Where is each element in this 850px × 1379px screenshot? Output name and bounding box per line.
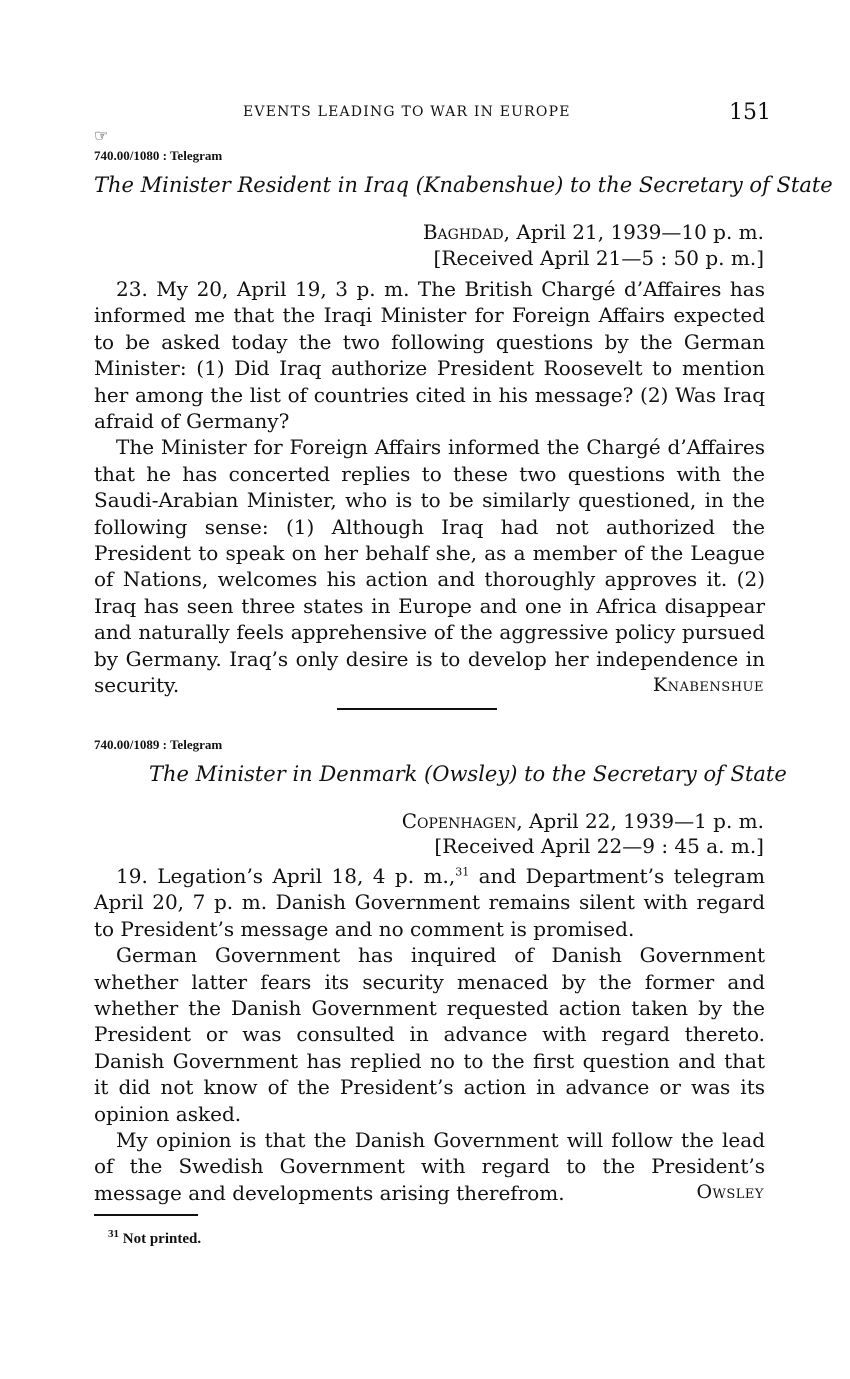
doc2-place: Copenhagen — [401, 809, 517, 833]
doc1-body — [94, 276, 765, 699]
pointing-hand-icon: ☞ — [94, 126, 109, 145]
doc2-signature: Owsley — [696, 1181, 764, 1203]
doc2-dateline — [402, 809, 764, 833]
footnote-ref: 31 — [455, 865, 470, 879]
doc1-file-id: 740.00/1080 : Telegram — [94, 148, 223, 163]
doc1-title: The Minister Resident in Iraq (Knabenshue) to the Secretary of State — [94, 173, 833, 197]
doc2-paragraph: German Government has inquired of Danish Government whether latter fears its security menaced by the former and whether the Danish Government requested action taken by the President or was consulted in advance with regard thereto. Danish Government has replied no to the first question and that it did not know of the President’s action in advance or was its opinion asked. — [94, 943, 765, 1126]
doc2-para1-end: and Department’s telegram April 20, 7 p. m. Danish Government remains silent with regard to President’s message and no comment is promised. — [94, 864, 765, 941]
footnote-text: Not printed. — [119, 1231, 202, 1247]
doc1-received: [Received April 21—5 : 50 p. m.] — [433, 246, 764, 270]
doc1-place: Baghdad — [422, 220, 504, 244]
doc2-para1-start: 19. Legation’s April 18, 4 p. m., — [116, 864, 456, 888]
page-number: 151 — [729, 100, 771, 125]
section-divider — [337, 708, 497, 710]
doc1-date: , April 21, 1939—10 p. m. — [503, 220, 764, 244]
doc2-date: , April 22, 1939—1 p. m. — [516, 809, 764, 833]
footnote-marker: 31 — [108, 1228, 119, 1240]
doc2-paragraph: My opinion is that the Danish Government will follow the lead of the Swedish Government with regard to the President’s message and developments arising therefrom. — [94, 1128, 765, 1205]
doc1-dateline — [423, 220, 764, 244]
running-header: EVENTS LEADING TO WAR IN EUROPE — [243, 104, 571, 120]
doc2-file-id: 740.00/1089 : Telegram — [94, 737, 223, 752]
footnote — [108, 1228, 202, 1248]
doc1-paragraph: 23. My 20, April 19, 3 p. m. The British Chargé d’Affaires has informed me that the Iraqi Minister for Foreign Affairs expected to be asked today the two following questions by the German Minister: (1) Did Iraq authorize President Roosevelt to mention her among the list of countries cited in his message? (2) Was Iraq afraid of Germany? — [94, 277, 765, 434]
doc2-paragraph — [94, 863, 765, 942]
footnote-rule — [94, 1214, 198, 1216]
doc1-paragraph: The Minister for Foreign Affairs informed the Chargé d’Affaires that he has concerted replies to these two questions with the Saudi-Arabian Minister, who is to be similarly questioned, in the following sense: (1) Although Iraq had not authorized the President to speak on her behalf she, as a member of the League of Nations, welcomes his action and thoroughly approves it. (2) Iraq has seen three states in Europe and one in Africa disappear and naturally feels apprehensive of the aggressive policy pursued by Germany. Iraq’s only desire is to develop her independence in security. — [94, 435, 765, 698]
doc2-title: The Minister in Denmark (Owsley) to the Secretary of State — [149, 762, 787, 786]
doc2-body — [94, 863, 765, 1206]
doc2-received: [Received April 22—9 : 45 a. m.] — [434, 834, 764, 858]
doc1-signature: Knabenshue — [652, 674, 764, 696]
